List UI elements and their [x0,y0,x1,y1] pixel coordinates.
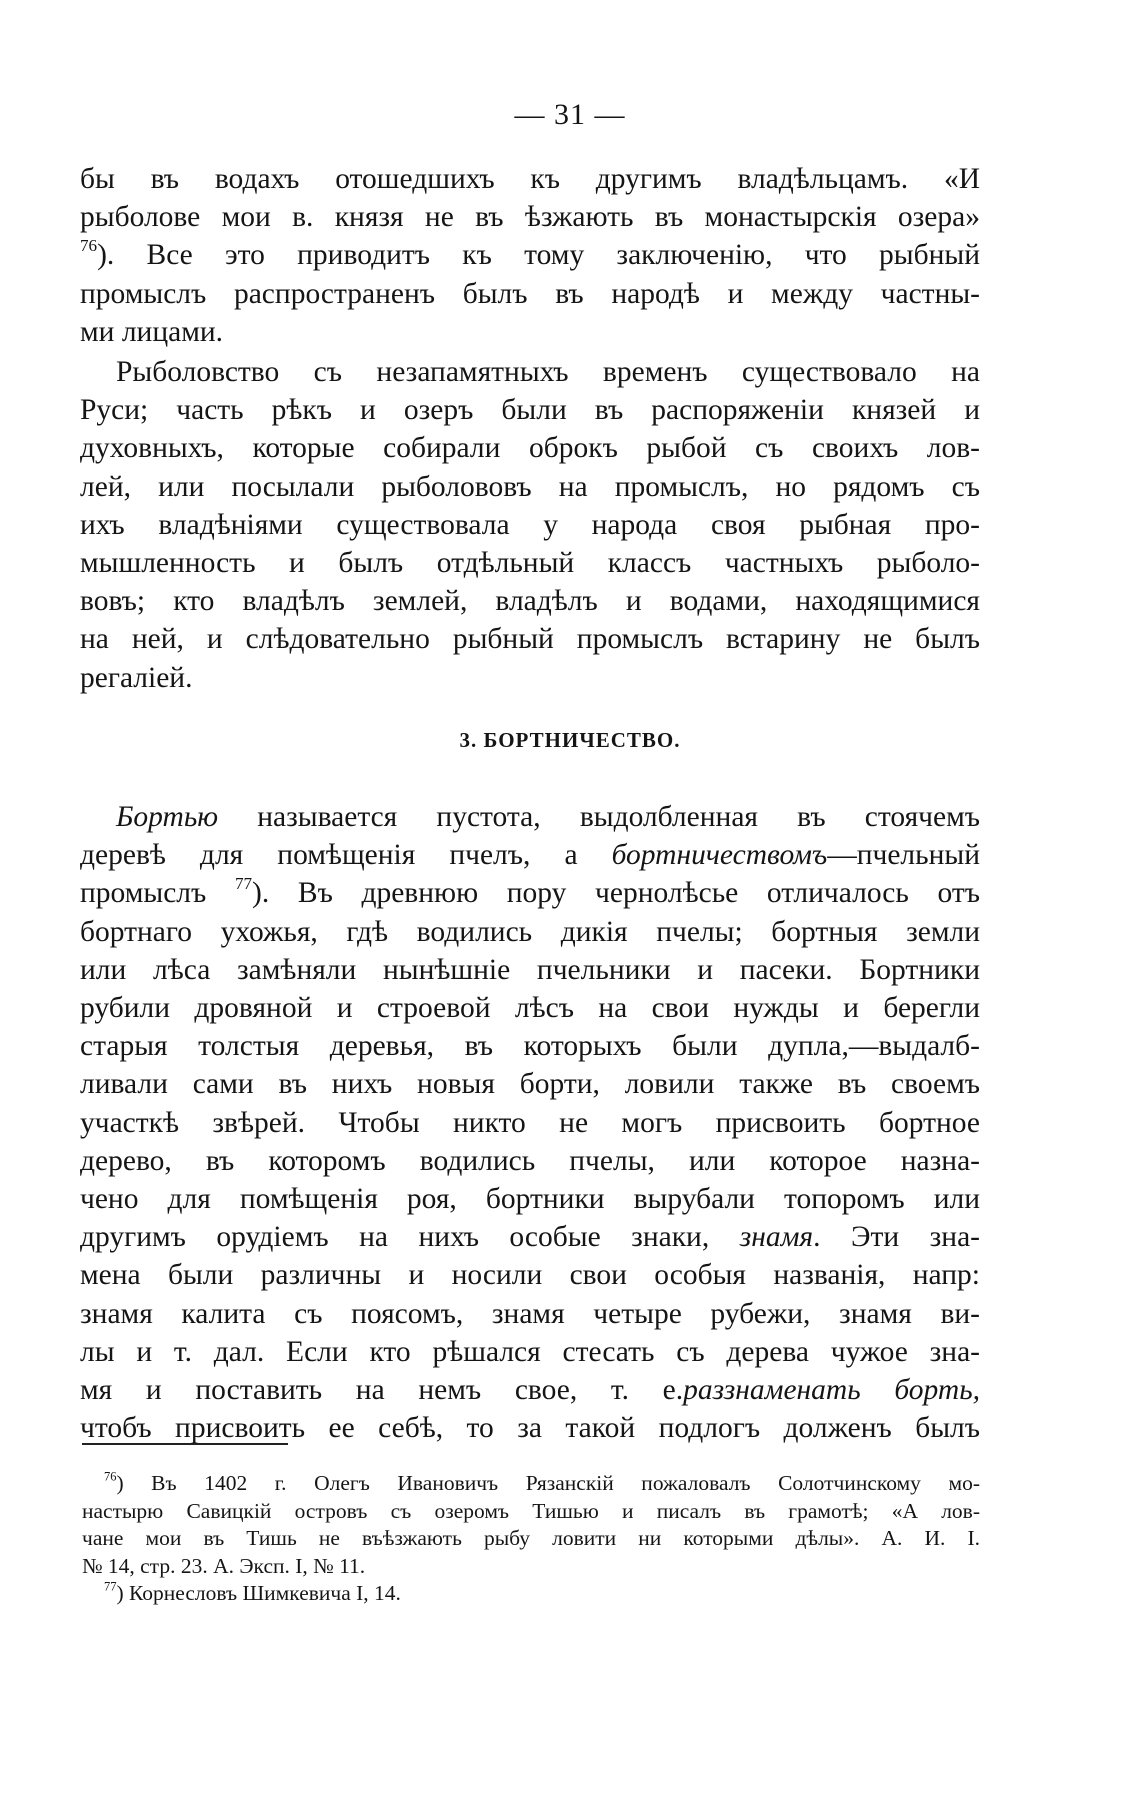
text-line: мена были различны и носили свои особыя названія, напр: [80,1259,980,1292]
footnote-line: настырю Савицкій островъ съ озеромъ Тишью и писалъ въ грамотѣ; «А лов- [82,1498,980,1523]
text-line: рубили дровяной и строевой лѣсъ на свои нужды и берегли [80,992,980,1025]
footnote-number: 77 [104,1579,117,1594]
text-fragment: —пчельный [827,839,981,872]
paragraph-continuation [80,160,980,351]
text-line: чено для помѣщенія роя, бортники вырубали топоромъ или [80,1183,980,1216]
text-line [80,1218,980,1256]
text-fragment: ) Корнесловъ Шимкевича I, 14. [116,1581,401,1605]
text-line: духовныхъ, которые собирали оброкъ рыбой съ своихъ лов- [80,432,980,465]
text-fragment: ). Все это приводитъ къ тому заключенію, что рыбный [97,239,980,272]
footnote-number: 76 [104,1469,117,1484]
text-fragment: называется пустота, выдолбленная въ стоячемъ [257,801,981,833]
footnote-ref-76: 76 [80,236,98,256]
text-line [80,1371,980,1409]
text-line: Рыболовство съ незапамятныхъ временъ существовало на [116,356,980,388]
text-line: рыболове мои в. князя не въ ѣзжають въ монастырскія озера» [80,201,980,234]
text-line [80,798,980,836]
text-line: бы въ водахъ отошедшихъ къ другимъ владѣльцамъ. «И [80,163,980,195]
italic-term: бортничествомъ [611,839,828,872]
text-fragment: деревѣ для помѣщенія пчелъ, а [80,839,578,872]
text-line: знамя калита съ поясомъ, знамя четыре рубежи, знамя ви- [80,1297,980,1330]
text-line: или лѣса замѣняли нынѣшніе пчельники и пасеки. Бортники [80,953,980,986]
paragraph-fishing [80,353,980,697]
text-line: на ней, и слѣдовательно рыбный промыслъ встарину не былъ [80,623,980,656]
text-line: Руси; часть рѣкъ и озеръ были въ распоряженіи князей и [80,394,980,427]
text-line: участкѣ звѣрей. Чтобы никто не могъ присвоить бортное [80,1106,980,1139]
text-line: дерево, въ которомъ водились пчелы, или которое назна- [80,1144,980,1177]
text-fragment: другимъ орудіемъ на нихъ особые знаки, [80,1221,710,1254]
footnote-line [82,1580,980,1608]
text-fragment: . Эти зна- [813,1221,980,1254]
page-number: — 31 — [514,98,626,131]
footnote-line: № 14, стр. 23. А. Эксп. I, № 11. [82,1553,366,1578]
text-line [80,836,980,874]
italic-term: знамя [739,1221,814,1254]
italic-term: раззнаменать борть, [683,1374,980,1407]
text-line: лы и т. дал. Если кто рѣшался стесать съ дерева чужое зна- [80,1335,980,1368]
text-line: регаліей. [80,661,193,694]
footnote-line: чане мои въ Тишь не въѣзжають рыбу ловити ни которыми дѣлы». А. И. I. [82,1526,980,1550]
text-line: ми лицами. [80,315,224,348]
text-fragment: промыслъ [80,877,207,910]
text-line: бортнаго ухожья, гдѣ водились дикія пчелы; бортныя земли [80,915,980,948]
paragraph-beekeeping [80,798,980,1447]
text-line: старыя толстыя деревья, въ которыхъ были дупла,—выдалб- [80,1030,980,1063]
text-line [80,874,980,912]
text-line: лей, или посылали рыболововъ на промыслъ, но рядомъ съ [80,470,980,503]
section-title: 3. БОРТНИЧЕСТВО. [459,728,681,752]
text-fragment: ) Въ 1402 г. Олегъ Ивановичъ Рязанскій пожаловалъ Солотчинскому мо- [116,1471,980,1495]
text-fragment: ). Въ древнюю пору чернолѣсье отличалось отъ [252,877,980,910]
text-line: ихъ владѣніями существовала у народа своя рыбная про- [80,508,980,541]
italic-term: Бортью [116,801,219,833]
footnotes [82,1470,980,1608]
text-line: вовъ; кто владѣлъ землей, владѣлъ и водами, находящимися [80,585,980,618]
text-line: ливали сами въ нихъ новыя борти, ловили также въ своемъ [80,1068,980,1101]
text-line: чтобъ присвоить ее себѣ, то за такой подлогъ долженъ былъ [80,1412,980,1445]
text-fragment: мя и поставить на немъ свое, т. е. [80,1374,684,1407]
footnote-ref-77: 77 [234,874,253,894]
footnote-divider [82,1443,288,1445]
text-line [80,236,980,274]
text-line: промыслъ распространенъ былъ въ народѣ и между частны- [80,277,980,310]
text-line: мышленность и былъ отдѣльный классъ частныхъ рыболо- [80,547,980,580]
footnote-line [82,1470,980,1498]
